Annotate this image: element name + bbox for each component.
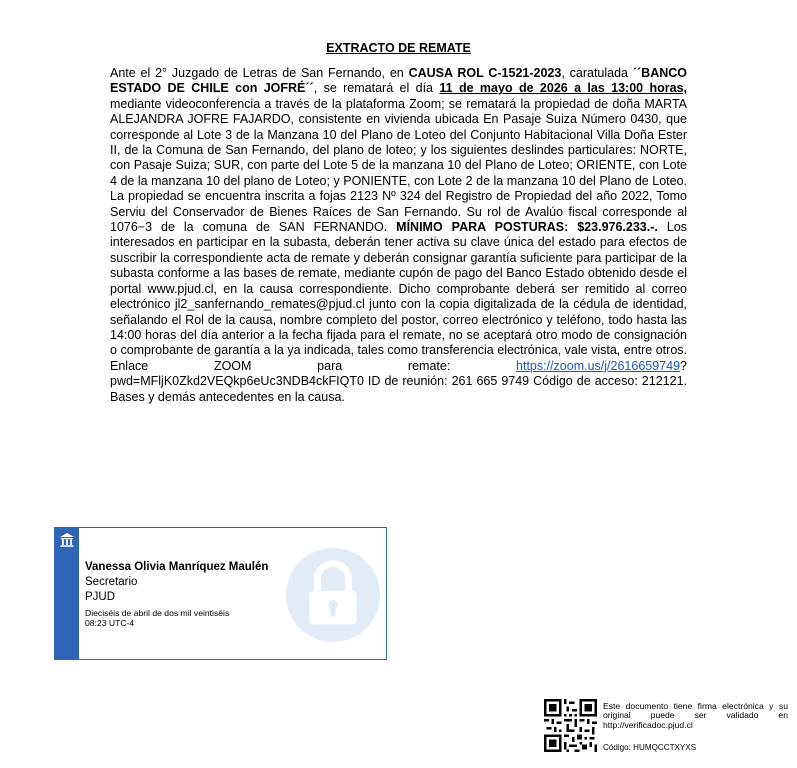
- qr-code: [544, 699, 597, 752]
- body-text-2: , caratulada: [561, 66, 633, 80]
- zoom-link[interactable]: https://zoom.us/j/2616659749: [516, 358, 681, 373]
- signer-organization: PJUD: [85, 591, 116, 603]
- verification-code: Código: HUMQCCTXYXS: [603, 743, 697, 752]
- minimum-bid: MÍNIMO PARA POSTURAS: $23.976.233.-.: [396, 220, 658, 235]
- verification-notice: Este documento tiene firma electrónica y su original puede ser validado en http://verificadoc.pjud.cl: [603, 701, 788, 730]
- signature-date: Dieciséis de abril de dos mil veintiséis: [85, 608, 230, 618]
- case-number: CAUSA ROL C-1521-2023: [408, 66, 562, 80]
- document-body: [110, 66, 687, 405]
- signer-role: Secretario: [85, 576, 138, 588]
- body-text-3: , se rematará el día: [313, 81, 440, 96]
- document-title: EXTRACTO DE REMATE: [326, 41, 471, 55]
- signature-time: 08:23 UTC-4: [85, 618, 135, 628]
- lock-icon: [284, 546, 382, 644]
- body-text-4: mediante videoconferencia a través de la plataforma Zoom; se rematará la propiedad de doña MARTA ALEJANDRA JOFRE FAJARDO, consistente en vivienda ubicada En Pasaje Suiza Número 0430, que corresponde al Lote 3 de la Manzana 10 del Plano de Loteo del Conjunto Habitacional Villa Doña Ester II, de la Comuna de San Fernando, del plano de loteo; y los siguientes deslindes particulares: NORTE, con Pasaje Suiza; SUR, con parte del Lote 5 de la manzana 10 del Plano de Loteo; ORIENTE, con Lote 4 de la manzana 10 del plano de Loteo; y PONIENTE, con Lote 2 de la manzana 10 del Plano de Loteo. La propiedad se encuentra inscrita a fojas 2123 Nº 324 del Registro de Propiedad del año 2022, Tomo Serviu del Conservador de Bienes Raíces de San Fernando. Su rol de Avalúo fiscal corresponde al 1076−3 de la comuna de SAN FERNANDO.: [110, 96, 687, 235]
- signature-timestamp: [85, 608, 229, 628]
- auction-date: 11 de mayo de 2026 a las 13:00 horas,: [439, 81, 688, 96]
- bank-icon: [59, 532, 75, 548]
- signature-card: [54, 527, 387, 660]
- body-text-5: Los interesados en participar en la subasta, deberán tener activa su clave única del estado para efectos de suscribir la correspondiente acta de remate y deberán consignar garantía suficiente para participar de la subasta conforme a las bases de remate, mediante cupón de pago del Banco Estado obtenido desde el portal www.pjud.cl, en la causa correspondiente. Dicho comprobante deberá ser remitido al correo electrónico jl2_sanfernando_remates@pjud.cl junto con la copia digitalizada de la cédula de identidad, señalando el Rol de la causa, nombre completo del postor, correo electrónico y teléfono, todo hasta las 14:00 horas del día anterior a la fecha fijada para el remate, no se aceptará otro modo de consignación o comprobante de garantía a la ya indicada, tales como transferencia electrónica, vale vista, entre otros. Enlace ZOOM para remate:: [110, 220, 687, 373]
- signature-accent-bar: [55, 528, 79, 659]
- body-intro: Ante el 2° Juzgado de Letras de San Fernando, en: [110, 66, 409, 80]
- case-caption: ´´BANCO ESTADO DE CHILE con JOFRÉ´´: [110, 66, 688, 96]
- signer-name: Vanessa Olivia Manríquez Maulén: [85, 561, 269, 573]
- body-text-6: ?pwd=MFljK0Zkd2VEQkp6eUc3NDB4ckFIQT0 ID de reunión: 261 665 9749 Código de acceso: 212121. Bases y demás antecedentes en la causa.: [110, 358, 687, 404]
